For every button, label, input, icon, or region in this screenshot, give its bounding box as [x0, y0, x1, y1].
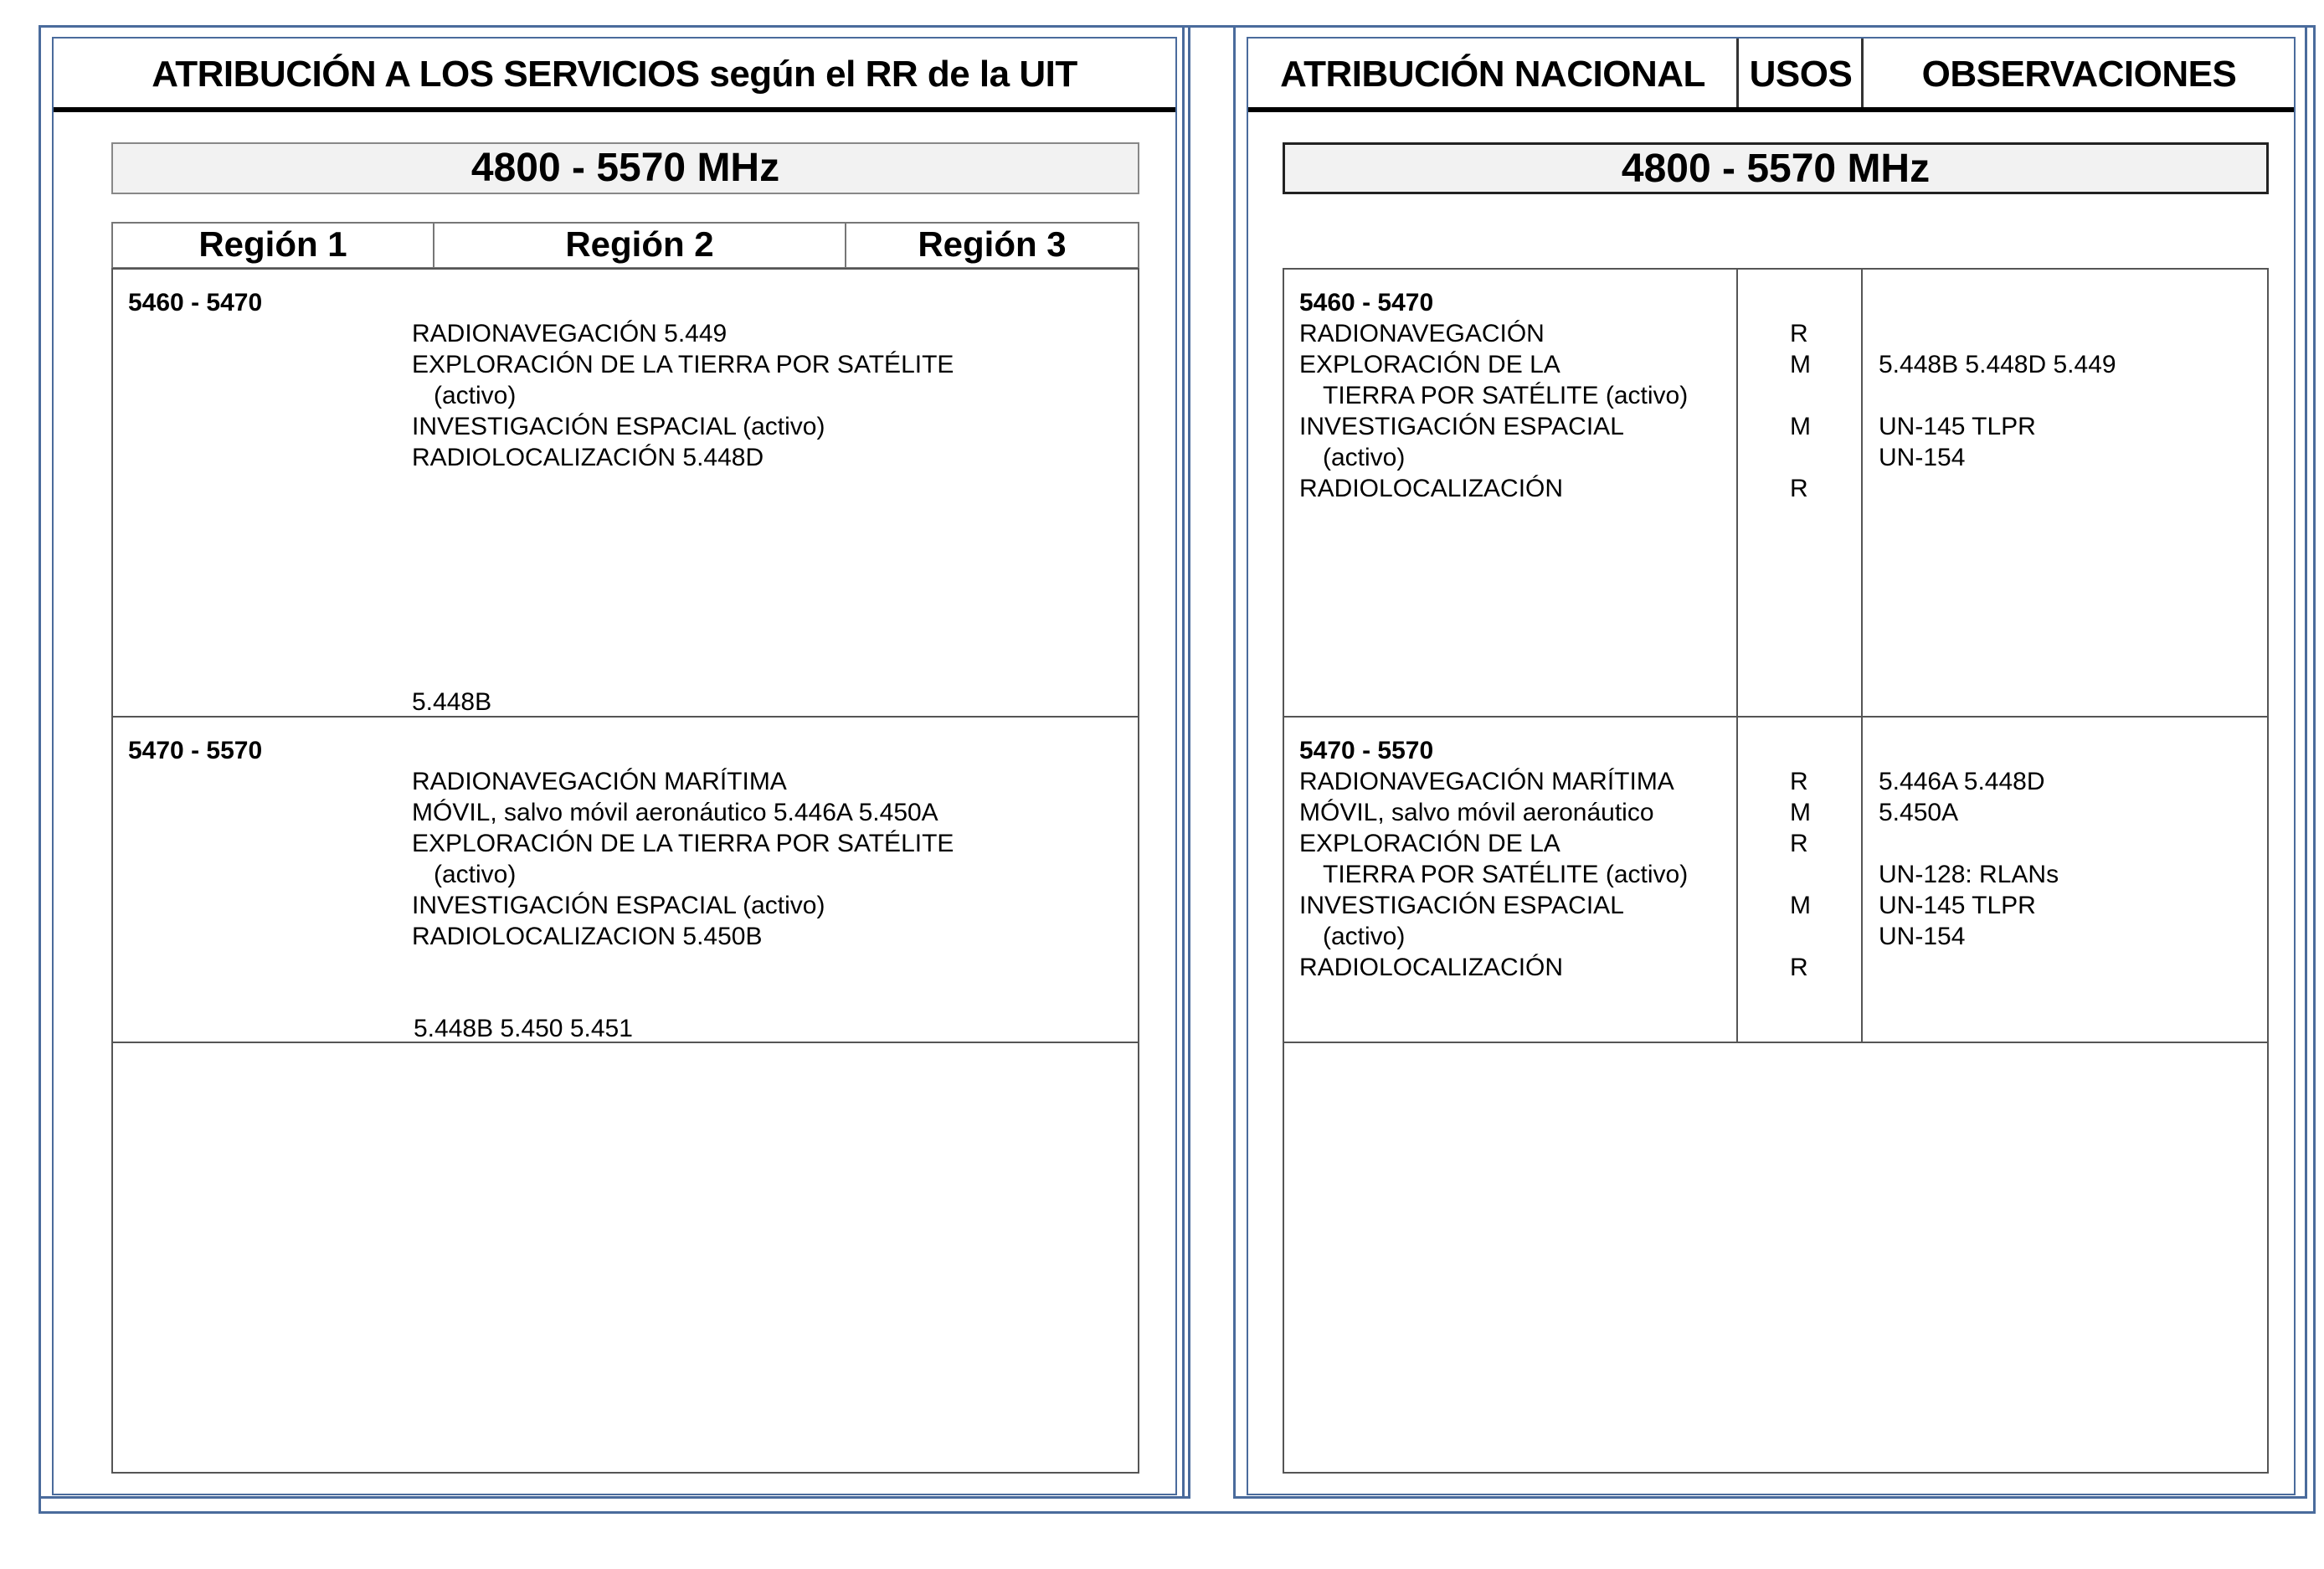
right-block2-obs: 5.446A 5.448D: [1879, 768, 2045, 795]
right-block1-obs: UN-145 TLPR: [1879, 413, 2036, 440]
right-block2-service: RADIOLOCALIZACIÓN: [1299, 954, 1564, 981]
right-block2-uso: R: [1790, 954, 1808, 981]
left-block2-line: RADIONAVEGACIÓN MARÍTIMA: [412, 768, 787, 795]
right-block1-obs: 5.448B 5.448D 5.449: [1879, 351, 2116, 378]
left-header-title: ATRIBUCIÓN A LOS SERVICIOS según el RR de la UIT: [152, 54, 1077, 95]
right-row-divider-1: [1283, 716, 2269, 718]
right-col-divider-1: [1736, 268, 1738, 1042]
right-block2-obs: UN-128: RLANs: [1879, 861, 2059, 888]
right-band-title: 4800 - 5570 MHz: [1283, 142, 2269, 194]
right-header-rule: [1248, 107, 2294, 112]
right-row-divider-2: [1283, 1042, 2269, 1043]
region-1-label: Región 1: [113, 224, 434, 267]
left-block1-line: (activo): [434, 382, 517, 409]
left-block2-footnote: 5.448B 5.450 5.451: [414, 1015, 633, 1042]
right-block2-service: MÓVIL, salvo móvil aeronáutico: [1299, 799, 1654, 826]
right-block1-service: TIERRA POR SATÉLITE (activo): [1323, 382, 1689, 409]
right-block1-uso: M: [1790, 351, 1811, 378]
right-block2-obs: UN-154: [1879, 923, 1966, 950]
left-block1-line: EXPLORACIÓN DE LA TIERRA POR SATÉLITE: [412, 351, 954, 378]
right-block1-service: RADIONAVEGACIÓN: [1299, 320, 1545, 347]
right-block1-service: EXPLORACIÓN DE LA: [1299, 351, 1560, 378]
left-block1-line: RADIONAVEGACIÓN 5.449: [412, 320, 728, 347]
left-row-divider-1: [111, 716, 1139, 718]
right-col-divider-2: [1861, 268, 1863, 1042]
right-block2-obs: UN-145 TLPR: [1879, 892, 2036, 919]
right-block2-service: INVESTIGACIÓN ESPACIAL: [1299, 892, 1624, 919]
left-block1-line: RADIOLOCALIZACIÓN 5.448D: [412, 444, 764, 471]
left-header-rule: [54, 107, 1175, 112]
left-block2-line: EXPLORACIÓN DE LA TIERRA POR SATÉLITE: [412, 830, 954, 857]
right-block1-uso: R: [1790, 475, 1808, 502]
observaciones-header: OBSERVACIONES: [1921, 54, 2237, 95]
left-block1-line: INVESTIGACIÓN ESPACIAL (activo): [412, 413, 825, 440]
regions-header: [111, 222, 1139, 269]
right-block1-range: 5460 - 5470: [1299, 289, 1434, 316]
right-block2-service: EXPLORACIÓN DE LA: [1299, 830, 1560, 857]
right-block2-uso: R: [1790, 830, 1808, 857]
left-block1-footnote: 5.448B: [412, 688, 492, 716]
left-block2-line: (activo): [434, 861, 517, 888]
right-block2-uso: R: [1790, 768, 1808, 795]
left-block2-line: INVESTIGACIÓN ESPACIAL (activo): [412, 892, 825, 919]
right-block1-service: (activo): [1323, 444, 1406, 471]
left-block2-line: MÓVIL, salvo móvil aeronáutico 5.446A 5.450A: [412, 799, 938, 826]
right-block1-service: RADIOLOCALIZACIÓN: [1299, 475, 1564, 502]
left-block2-line: RADIOLOCALIZACION 5.450B: [412, 923, 763, 950]
national-header: ATRIBUCIÓN NACIONAL: [1280, 54, 1705, 95]
usos-header: USOS: [1749, 54, 1853, 95]
right-block2-uso: M: [1790, 799, 1811, 826]
right-block2-range: 5470 - 5570: [1299, 737, 1434, 764]
left-block2-range: 5470 - 5570: [128, 737, 263, 764]
center-spine: [1182, 25, 1236, 1499]
left-band-title: 4800 - 5570 MHz: [111, 142, 1139, 194]
region-2-label: Región 2: [434, 224, 846, 267]
right-block2-service: TIERRA POR SATÉLITE (activo): [1323, 861, 1689, 888]
right-block1-uso: M: [1790, 413, 1811, 440]
right-block1-service: INVESTIGACIÓN ESPACIAL: [1299, 413, 1624, 440]
right-block2-service: (activo): [1323, 923, 1406, 950]
right-block1-uso: R: [1790, 320, 1808, 347]
header-separator-2: [1861, 39, 1864, 109]
header-separator-1: [1736, 39, 1739, 109]
right-block2-uso: M: [1790, 892, 1811, 919]
right-block1-obs: UN-154: [1879, 444, 1966, 471]
right-block2-service: RADIONAVEGACIÓN MARÍTIMA: [1299, 768, 1674, 795]
left-block1-range: 5460 - 5470: [128, 289, 263, 316]
right-block2-obs: 5.450A: [1879, 799, 1959, 826]
region-3-label: Región 3: [918, 224, 1067, 264]
